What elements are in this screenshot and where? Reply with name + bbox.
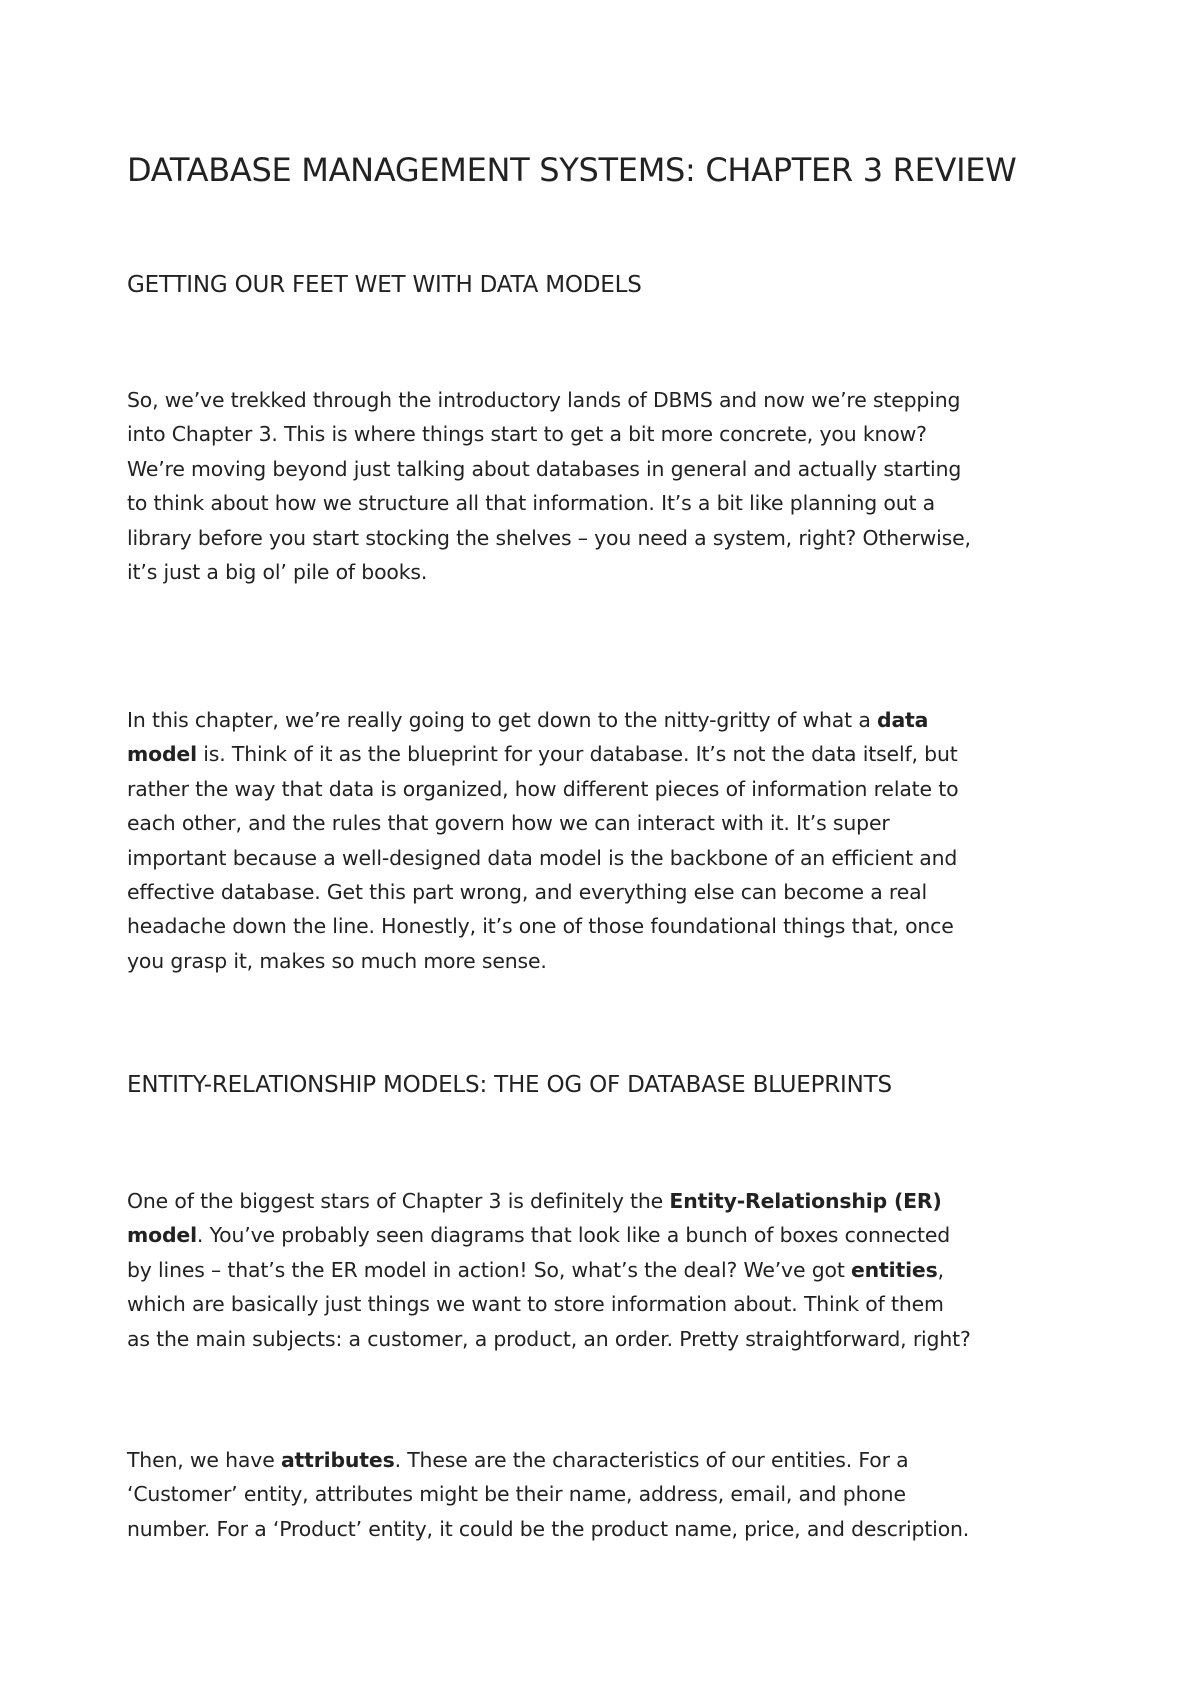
text-line: So, we’ve trekked through the introductory lands of DBMS and now we’re stepping [127, 388, 961, 412]
text-line: ‘Customer’ entity, attributes might be their name, address, email, and phone [127, 1482, 906, 1507]
text-line: you grasp it, makes so much more sense. [127, 948, 547, 973]
bold-term-model: model [127, 742, 197, 767]
paragraph-er-model [127, 1184, 1087, 1356]
text-line: important because a well-designed data model is the backbone of an efficient and [127, 845, 958, 870]
text-line: into Chapter 3. This is where things start to get a bit more concrete, you know? [127, 422, 927, 447]
bold-term-er: Entity-Relationship (ER) [669, 1189, 942, 1213]
bold-term-data: data [877, 708, 929, 732]
bold-term-model: model [127, 1223, 197, 1248]
text-line: In this chapter, we’re really going to get down to the nitty-gritty of what a data [127, 708, 929, 732]
section-heading-data-models: GETTING OUR FEET WET WITH DATA MODELS [127, 272, 642, 298]
text-line: to think about how we structure all that information. It’s a bit like planning out a [127, 491, 936, 516]
text-line: each other, and the rules that govern how we can interact with it. It’s super [127, 811, 890, 836]
section-heading-er-models: ENTITY-RELATIONSHIP MODELS: THE OG OF DATABASE BLUEPRINTS [127, 1072, 892, 1098]
text-line: by lines – that’s the ER model in action! So, what’s the deal? We’ve got entities, [127, 1257, 944, 1282]
text-line: Then, we have attributes. These are the characteristics of our entities. For a [127, 1448, 909, 1472]
text-line: which are basically just things we want to store information about. Think of them [127, 1292, 944, 1317]
text-line: effective database. Get this part wrong, and everything else can become a real [127, 880, 927, 905]
text-line: model is. Think of it as the blueprint for your database. It’s not the data itself, but [127, 742, 958, 767]
document-title: DATABASE MANAGEMENT SYSTEMS: CHAPTER 3 REVIEW [127, 151, 1017, 189]
text-line: number. For a ‘Product’ entity, it could be the product name, price, and description. [127, 1516, 970, 1541]
paragraph-attributes [127, 1443, 1087, 1546]
text-line: as the main subjects: a customer, a product, an order. Pretty straightforward, right? [127, 1326, 971, 1351]
text-line: library before you start stocking the shelves – you need a system, right? Otherwise, [127, 525, 971, 550]
text-line: We’re moving beyond just talking about databases in general and actually starting [127, 456, 962, 481]
text-line: headache down the line. Honestly, it’s one of those foundational things that, once [127, 914, 954, 939]
bold-term-attributes: attributes [280, 1448, 395, 1472]
text-line: model. You’ve probably seen diagrams that look like a bunch of boxes connected [127, 1223, 951, 1248]
paragraph-intro [127, 383, 1087, 589]
text-line: rather the way that data is organized, how different pieces of information relate to [127, 776, 959, 801]
text-line: it’s just a big ol’ pile of books. [127, 560, 428, 585]
text-line: One of the biggest stars of Chapter 3 is definitely the Entity-Relationship (ER) [127, 1189, 942, 1213]
paragraph-data-model [127, 703, 1087, 978]
bold-term-entities: entities [851, 1257, 938, 1282]
